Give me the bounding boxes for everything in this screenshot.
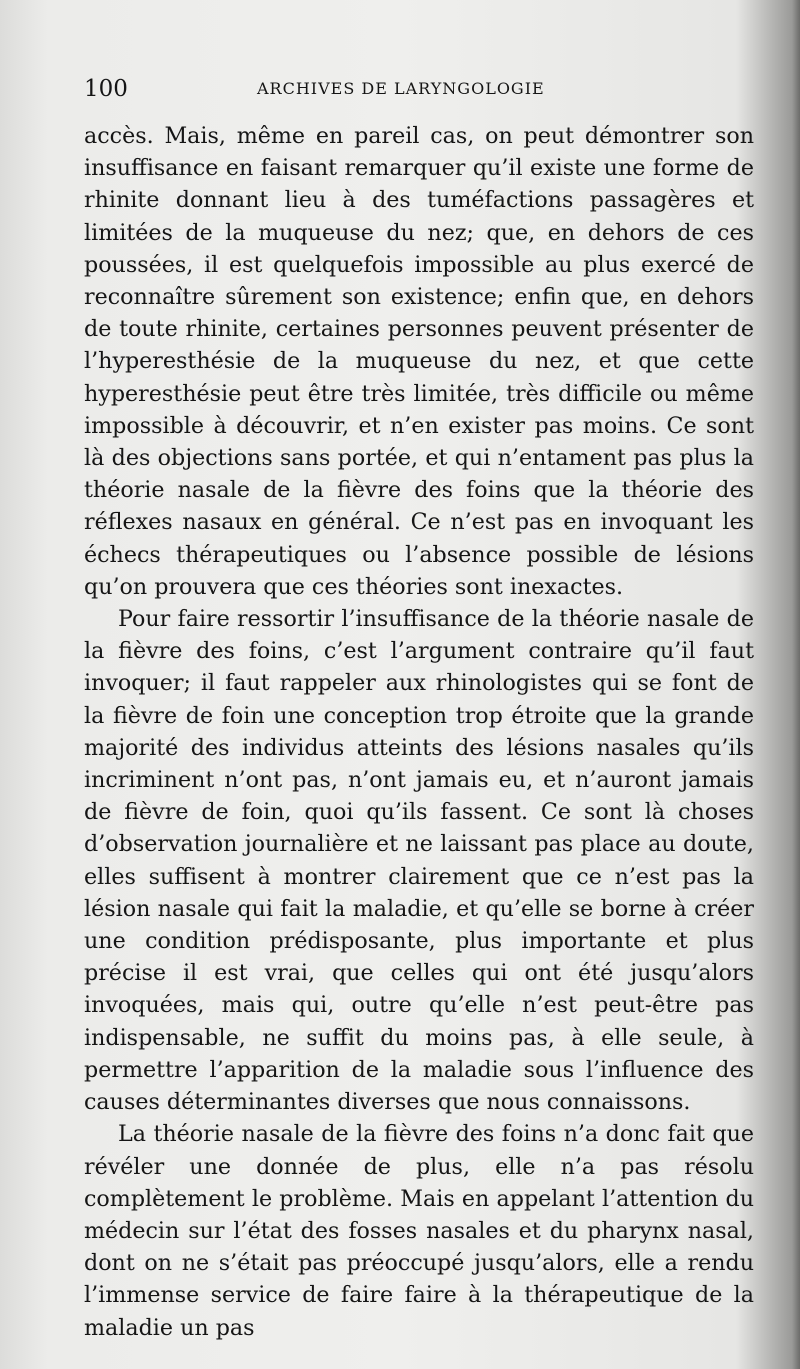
body-text [84,120,754,1344]
paragraph-3: La théorie nasale de la fièvre des foins n’a donc fait que révéler une donnée de plus, elle n’a pas résolu complètement le problème. Mais en appelant l’attention du médecin sur l’état des fosses nasales et du pharynx nasal, dont on ne s’était pas préoccupé jusqu’alors, elle a rendu l’immense service de faire faire à la thérapeutique de la maladie un pas [84,1121,754,1341]
paragraph-continued: accès. Mais, même en pareil cas, on peut démontrer son insuffisance en faisant remarquer qu’il existe une forme de rhinite donnant lieu à des tuméfactions passagères et limitées de la muqueuse du nez; que, en dehors de ces poussées, il est quelquefois impossible au plus exercé de reconnaître sûrement son existence; enfin que, en dehors de toute rhinite, certaines personnes peuvent présenter de l’hyperesthésie de la muqueuse du nez, et que cette hyperesthésie peut être très limitée, très difficile ou même impossible à découvrir, et n’en exister pas moins. Ce sont là des objections sans portée, et qui n’entament pas plus la théorie nasale de la fièvre des foins que la théorie des réflexes nasaux en général. Ce n’est pas en invoquant les échecs thérapeutiques ou l’absence possible de lésions qu’on prouvera que ces théories sont inexactes. [84,123,754,600]
paragraph-2: Pour faire ressortir l’insuffisance de la théorie nasale de la fièvre des foins, c’est l’argument contraire qu’il faut invoquer; il faut rappeler aux rhinologistes qui se font de la fièvre de foin une conception trop étroite que la grande majorité des individus atteints des lésions nasales qu’ils incriminent n’ont pas, n’ont jamais eu, et n’auront jamais de fièvre de foin, quoi qu’ils fassent. Ce sont là choses d’observation journalière et ne laissant pas place au doute, elles suffisent à montrer clairement que ce n’est pas la lésion nasale qui fait la maladie, et qu’elle se borne à créer une condition prédisposante, plus importante et plus précise il est vrai, que celles qui ont été jusqu’alors invoquées, mais qui, outre qu’elle n’est peut-être pas indispensable, ne suffit du moins pas, à elle seule, à permettre l’apparition de la maladie sous l’influence des causes déterminantes diverses que nous connaissons. [84,606,754,1116]
page-header [84,76,754,106]
page-number: 100 [84,76,128,102]
running-title: ARCHIVES DE LARYNGOLOGIE [257,79,545,98]
